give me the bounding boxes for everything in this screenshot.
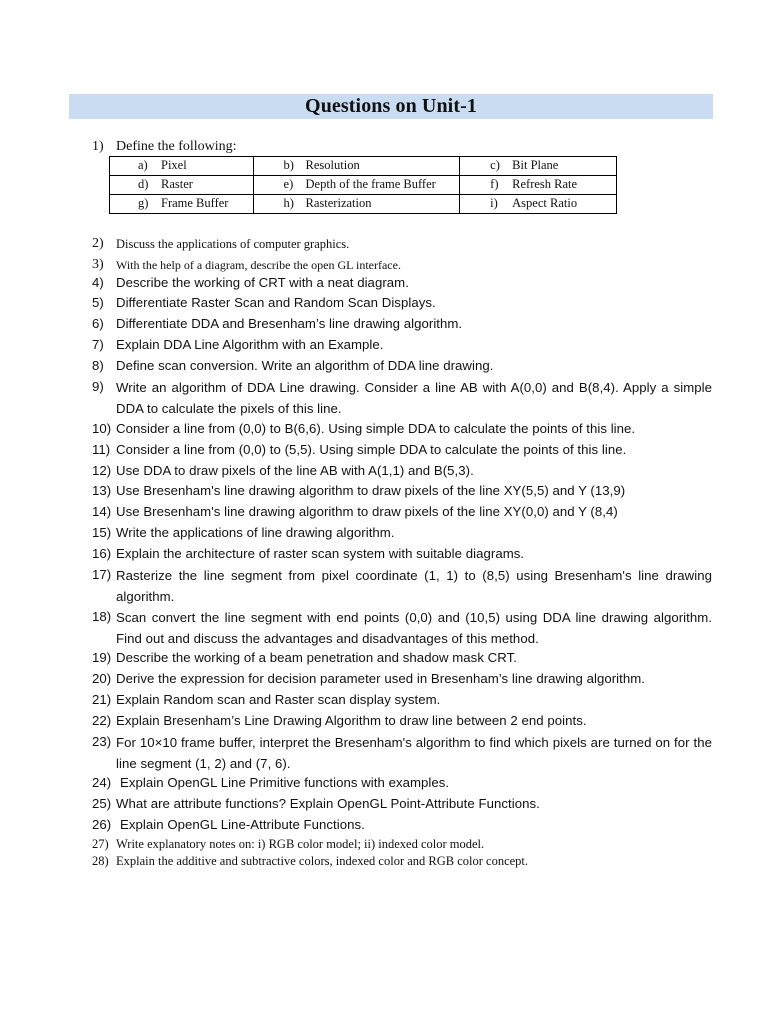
question-text: Consider a line from (0,0) to B(6,6). Using simple DDA to calculate the points of this line. [116,421,636,436]
question-text: Use Bresenham's line drawing algorithm to draw pixels of the line XY(0,0) and Y (8,4) [116,504,618,519]
question-text: Describe the working of CRT with a neat diagram. [116,275,409,290]
question-text: Write the applications of line drawing algorithm. [116,525,395,540]
question-text: Explain DDA Line Algorithm with an Example. [116,337,384,352]
table-row [110,157,617,176]
question-number: 25) [92,796,112,811]
question-23 [92,732,712,774]
question-text: Use Bresenham's line drawing algorithm to draw pixels of the line XY(5,5) and Y (13,9) [116,483,626,498]
table-row [110,195,617,214]
question-text: Explain OpenGL Line Primitive functions with examples. [120,775,450,790]
question-number: 28) [92,854,109,868]
question-text: With the help of a diagram, describe the open GL interface. [116,258,401,272]
question-number: 14) [92,504,112,519]
question-number: 6) [92,316,104,331]
table-cell [460,176,617,195]
question-text: Differentiate Raster Scan and Random Scan Displays. [116,295,436,310]
question-text: Scan convert the line segment with end points (0,0) and (10,5) using DDA line drawing algorithm. Find out and discuss the advantages and disadvantages of this method. [116,610,712,646]
question-18 [92,607,712,649]
term-letter: g) [138,196,149,210]
table-cell [253,195,460,214]
question-number: 3) [92,257,104,272]
question-number: 15) [92,525,112,540]
question-text: Write an algorithm of DDA Line drawing. Consider a line AB with A(0,0) and B(8,4). Apply a simple DDA to calculate the pixels of this line. [116,380,712,416]
question-text: Explain Bresenham’s Line Drawing Algorithm to draw line between 2 end points. [116,713,587,728]
question-number: 21) [92,692,112,707]
question-number: 13) [92,483,112,498]
question-text: Define scan conversion. Write an algorithm of DDA line drawing. [116,358,494,373]
question-number: 8) [92,358,104,373]
question-number: 27) [92,837,109,851]
question-text: Use DDA to draw pixels of the line AB with A(1,1) and B(5,3). [116,463,474,478]
question-number: 12) [92,463,112,478]
term-text: Resolution [305,158,360,172]
table-cell [460,195,617,214]
question-number: 1) [92,139,104,154]
term-letter: e) [283,177,294,191]
term-text: Raster [161,177,193,191]
table-cell [460,157,617,176]
question-text: Write explanatory notes on: i) RGB color model; ii) indexed color model. [116,837,485,851]
term-letter: h) [283,196,294,210]
question-number: 16) [92,546,112,561]
question-number: 18) [92,609,112,624]
table-cell [110,157,254,176]
question-17 [92,565,712,607]
question-number: 5) [92,295,104,310]
question-text: Rasterize the line segment from pixel coordinate (1, 1) to (8,5) using Bresenham's line drawing algorithm. [116,568,712,604]
page-title: Questions on Unit-1 [305,95,477,117]
question-text: Explain the architecture of raster scan system with suitable diagrams. [116,546,525,561]
question-text: Explain Random scan and Raster scan display system. [116,692,441,707]
question-number: 19) [92,650,112,665]
term-letter: d) [138,177,149,191]
term-text: Bit Plane [512,158,559,172]
title-band [69,94,713,119]
question-number: 23) [92,734,112,749]
term-letter: b) [283,158,294,172]
term-letter: i) [490,196,498,210]
question-text: Describe the working of a beam penetration and shadow mask CRT. [116,650,517,665]
question-text: For 10×10 frame buffer, interpret the Bresenham's algorithm to find which pixels are turned on for the line segment (1, 2) and (7, 6). [116,735,712,771]
question-number: 24) [92,775,112,790]
definitions-table [109,156,617,214]
question-text: Consider a line from (0,0) to (5,5). Using simple DDA to calculate the points of this line. [116,442,627,457]
question-text: Discuss the applications of computer graphics. [116,237,350,251]
term-text: Frame Buffer [161,196,229,210]
question-number: 26) [92,817,112,832]
table-cell [110,195,254,214]
table-row [110,176,617,195]
term-letter: a) [138,158,148,172]
question-text: Differentiate DDA and Bresenham’s line drawing algorithm. [116,316,463,331]
question-number: 7) [92,337,104,352]
term-text: Aspect Ratio [512,196,578,210]
term-text: Rasterization [305,196,372,210]
question-number: 11) [92,442,111,457]
table-cell [110,176,254,195]
term-letter: f) [490,177,499,191]
question-number: 10) [92,421,112,436]
question-9 [92,377,712,419]
term-letter: c) [490,158,500,172]
term-text: Refresh Rate [512,177,578,191]
question-number: 4) [92,275,104,290]
term-text: Depth of the frame Buffer [305,177,436,191]
question-number: 2) [92,236,104,251]
question-number: 20) [92,671,112,686]
table-cell [253,176,460,195]
question-number: 17) [92,567,112,582]
question-text: Explain OpenGL Line-Attribute Functions. [120,817,365,832]
question-number: 22) [92,713,112,728]
question-number: 9) [92,379,104,394]
term-text: Pixel [161,158,187,172]
question-text: Derive the expression for decision parameter used in Bresenham’s line drawing algorithm. [116,671,645,686]
question-text: Define the following: [116,139,237,154]
question-text: What are attribute functions? Explain OpenGL Point-Attribute Functions. [116,796,540,811]
question-text: Explain the additive and subtractive colors, indexed color and RGB color concept. [116,854,529,868]
table-cell [253,157,460,176]
